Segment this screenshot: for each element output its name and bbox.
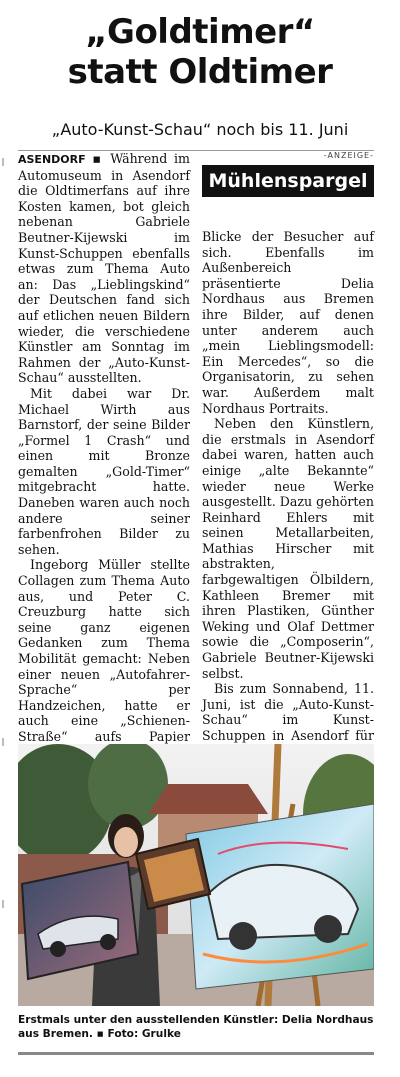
- first-paragraph: [18, 151, 190, 386]
- paragraph-text: Während im Automuseum in Asendorf die Oldtimerfans auf ihre Kosten kamen, bot gleich nebenan Gabriele Beutner-Kijewski im Kunst-Schuppen ebenfalls etwas zum Thema Auto an: Das „Lieblingskind“ der Deutschen fand sich auf etlichen neuen Bildern wieder, die verschiedene Künstler am Sonntag im Rahmen der „Auto-Kunst-Schau“ ausstellten.: [18, 151, 190, 386]
- advert-label: -ANZEIGE-: [323, 151, 374, 160]
- advert-box[interactable]: Mühlenspargel: [202, 165, 374, 197]
- subheadline: „Auto-Kunst-Schau“ noch bis 11. Juni: [51, 120, 349, 139]
- headline-line-1: „Goldtimer“: [85, 12, 315, 52]
- exhibition-photo-icon: [18, 744, 374, 1006]
- paragraph: Neben den Künstlern, die erstmals in Asendorf dabei waren, hatten auch einige „alte Bekannte“ wieder neue Werke ausgestellt. Dazu gehörten Reinhard Ehlers mit seinen Metallarbeiten, Mathias Hirscher mit abstrakten, farbgewaltigen Ölbildern, Kathleen Bremer mit ihren Plastiken, Günther Weking und Olaf Dettmer sowie die „Composerin“, Gabriele Beutner-Kijewski selbst.: [202, 416, 374, 681]
- paragraph: Ingeborg Müller stellte Collagen zum Thema Auto aus, und Peter C. Creuzburg hatte sich seine ganz eigenen Gedanken zum Thema Mobilität gemacht: Neben einer neuen „Autofahrer-Sprache“ per Handzeichen, hatte er auch eine „Schienen-Straße“ aufs Papier: [18, 557, 190, 744]
- margin-tick: [2, 738, 4, 746]
- margin-tick: [2, 158, 4, 166]
- dateline: ASENDORF: [18, 153, 86, 166]
- paragraph: Blicke der Besucher auf sich. Ebenfalls im Außenbereich präsentierte Delia Nordhaus aus Bremen ihre Bilder, auf denen unter anderem auch „mein Lieblingsmodell: Ein Mercedes“, so die Organisatorin, zu sehen war. Außerdem malt Nordhaus Portraits.: [202, 229, 374, 416]
- margin-tick: [2, 900, 4, 908]
- headline: [0, 12, 400, 92]
- bullet-icon: ▪: [92, 151, 104, 166]
- bottom-rule: [18, 1052, 374, 1055]
- paragraph-text: Bis zum Sonnabend, 11. Juni, ist die „Auto-Kunst-Schau“ im Kunst-Schuppen in Asendorf für: [202, 681, 374, 743]
- article-column-left: [18, 151, 190, 838]
- paragraph: Mit dabei war Dr. Michael Wirth aus Barnstorf, der seine Bilder „Formel 1 Crash“ und einen mit Bronze gemalten „Gold-Timer“ mitgebracht hatte. Daneben waren auch noch andere seiner farbenfrohen Bilder zu sehen.: [18, 385, 190, 557]
- article-photo: [18, 744, 374, 1006]
- photo-caption: Erstmals unter den ausstellenden Künstler: Delia Nordhaus aus Bremen. ▪ Foto: Grulke: [18, 1014, 374, 1040]
- headline-line-2: statt Oldtimer: [67, 52, 333, 92]
